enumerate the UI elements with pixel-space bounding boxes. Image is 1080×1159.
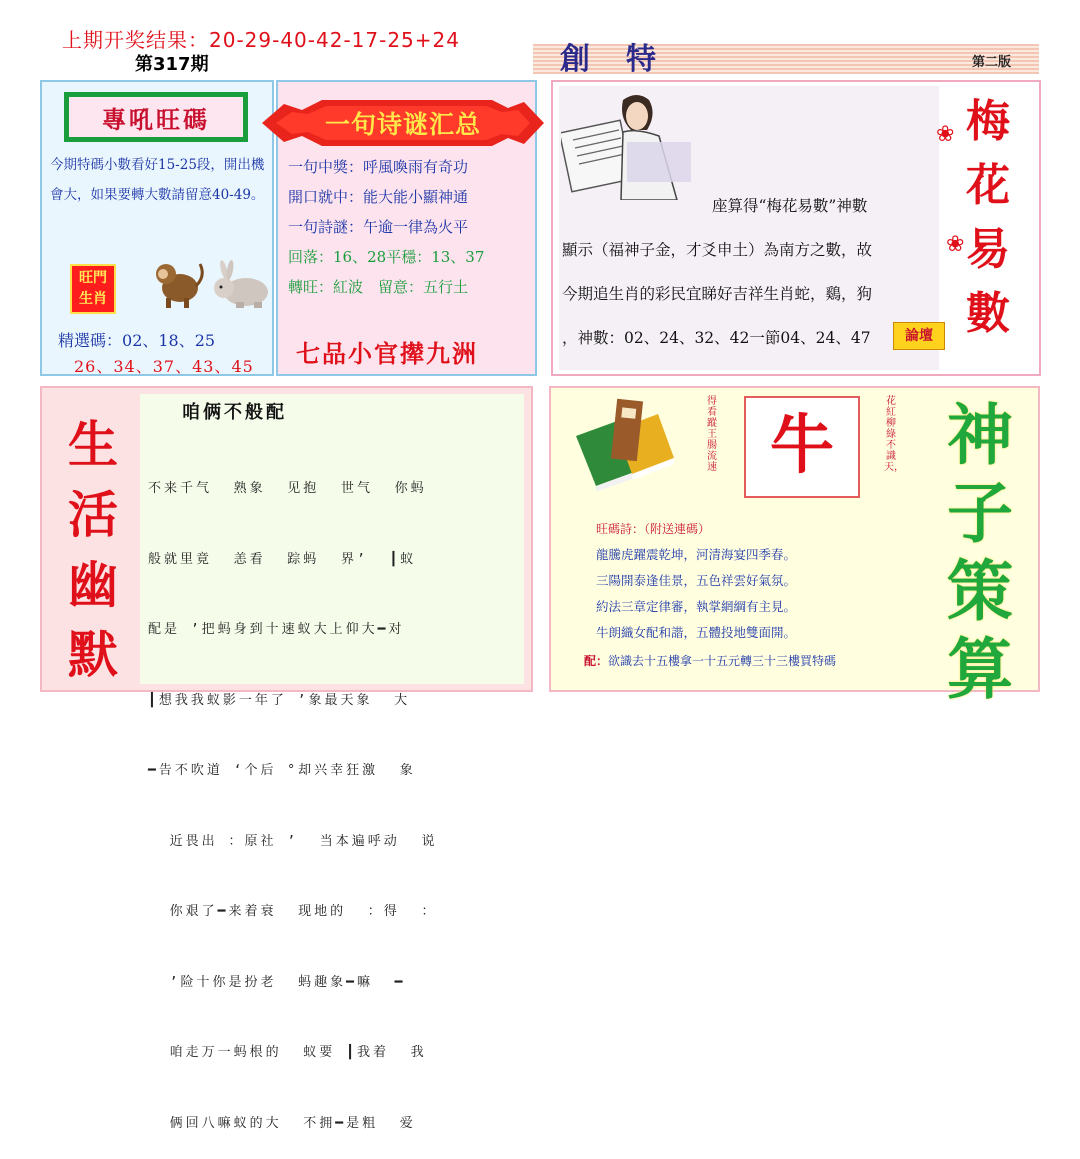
plum-blossom-body bbox=[562, 184, 942, 360]
riddle-line-value: 能大能小顯神通 bbox=[363, 188, 469, 206]
humor-row: 配是 ’把蚂身到十速蚁大上仰大━对 bbox=[148, 622, 405, 637]
banner-title: 創特 bbox=[560, 42, 692, 77]
vertical-verse-left: 得看蹤王腸流速 bbox=[707, 396, 717, 473]
vertical-char: 梅 bbox=[966, 96, 1010, 147]
vertical-char: 算 bbox=[947, 630, 1013, 708]
issue-number: 第317期 bbox=[135, 54, 209, 75]
riddle-line-fall-stable bbox=[288, 242, 528, 272]
vertical-char: 子 bbox=[947, 474, 1013, 552]
riddle-line bbox=[288, 212, 528, 242]
selected-codes-row2: 26、34、37、43、45 bbox=[74, 357, 254, 376]
vertical-char: 策 bbox=[947, 552, 1013, 630]
poem-line: 三陽開泰逢佳景，五色祥雲好氣氛。 bbox=[596, 573, 797, 588]
humor-row: 你艰了━来着衰 现地的 ：得 ： bbox=[148, 904, 438, 919]
rabbit-icon bbox=[210, 260, 274, 310]
vertical-char: 數 bbox=[966, 288, 1010, 339]
plum-line1: 座算得“梅花易數”神數 bbox=[712, 197, 868, 215]
monkey-icon bbox=[150, 256, 206, 308]
riddle-line-value: 呼風喚雨有奇功 bbox=[363, 158, 469, 176]
selected-codes-row1 bbox=[58, 328, 215, 351]
poem-footer bbox=[584, 652, 836, 669]
humor-row: 不来千气 熟象 见抱 世气 你蚂 bbox=[148, 481, 427, 496]
zodiac-center-char: 牛 bbox=[744, 396, 860, 498]
poem-line: 牛朗織女配和諧，五體投地雙面開。 bbox=[596, 625, 797, 640]
poem-line: 約法三章定律審，執掌網綱有主見。 bbox=[596, 599, 797, 614]
zodiac-tag-line1: 旺門 bbox=[79, 270, 107, 286]
hot-code-badge-text: 專吼旺碼 bbox=[69, 97, 243, 137]
vertical-char: 神 bbox=[947, 396, 1013, 474]
forum-badge: 論壇 bbox=[893, 322, 945, 350]
zodiac-tag-line2: 生肖 bbox=[79, 291, 107, 307]
vertical-verse-right: 花紅柳綠不識天， bbox=[884, 396, 904, 473]
riddle-footer-title: 七品小官撵九洲 bbox=[296, 339, 478, 368]
poem-lines bbox=[596, 542, 796, 646]
edition-label: 第二版 bbox=[972, 55, 1012, 70]
humor-row: 咱走万一蚂根的 蚁要 ┃我着 我 bbox=[148, 1045, 427, 1060]
poem-line: 龍騰虎躍震乾坤，河清海宴四季春。 bbox=[596, 547, 797, 562]
flower-icon: ❀ bbox=[946, 232, 965, 257]
riddle-line-key: 開口就中： bbox=[288, 188, 364, 206]
poem-heading: 旺碼詩：（附送連碼） bbox=[596, 522, 711, 536]
stable-text: 平穩：13、37 bbox=[386, 248, 485, 266]
riddle-line-rise-watch bbox=[288, 272, 528, 302]
humor-row: ’险十你是扮老 蚂趣象━嘛 ━ bbox=[148, 974, 406, 990]
books-icon bbox=[566, 396, 676, 496]
plum-blossom-vertical-title bbox=[958, 90, 1018, 346]
watch-text: 留意：五行土 bbox=[378, 278, 469, 296]
poem-footer-text: 欲識去十五樓拿一十五元轉三十三樓買特碼 bbox=[608, 654, 837, 668]
fall-text: 回落：16、28 bbox=[288, 248, 387, 266]
selected-codes-label: 精選碼： bbox=[58, 331, 123, 350]
plum-line4: ，神數：02、24、32、42一節04、24、47 bbox=[562, 329, 871, 347]
humor-row: ┃想我我蚁影一年了 ’象最天象 大 bbox=[148, 692, 411, 708]
hot-code-badge bbox=[64, 92, 248, 142]
humor-row: ━告不吹道 ‘个后 °却兴幸狂激 象 bbox=[148, 763, 416, 778]
riddle-lines bbox=[288, 152, 528, 302]
life-humor-vertical-title bbox=[58, 410, 128, 690]
riddle-line-key: 一句詩謎： bbox=[288, 218, 364, 236]
riddle-line bbox=[288, 152, 528, 182]
selected-codes-values1: 02、18、25 bbox=[122, 331, 216, 350]
zodiac-tag bbox=[70, 264, 116, 314]
last-result-text: 上期开奖结果：20-29-40-42-17-25+24 bbox=[62, 28, 460, 52]
rise-text: 轉旺：紅波 bbox=[288, 278, 364, 296]
humor-row: 般就里竟 恙看 踪蚂 界’ ┃蚁 bbox=[148, 551, 417, 567]
humor-row: 近畏出 ：原社 ’ 当本遍呼动 说 bbox=[148, 833, 438, 849]
poem-footer-label: 配： bbox=[584, 654, 609, 668]
humor-row: 俩回八嘛蚁的大 不拥━是粗 爱 bbox=[148, 1115, 416, 1131]
hot-code-description: 今期特碼小數看好15-25段，開出機會大，如果要轉大數請留意40-49。 bbox=[50, 157, 265, 203]
vertical-char: 花 bbox=[966, 160, 1010, 211]
plum-line3: 今期追生肖的彩民宜睇好吉祥生肖蛇，鷄，狗 bbox=[562, 285, 873, 303]
humor-title: 咱俩不般配 bbox=[182, 402, 287, 423]
riddle-line bbox=[288, 182, 528, 212]
riddle-line-key: 一句中獎： bbox=[288, 158, 364, 176]
riddle-ribbon-text: 一句诗谜汇总 bbox=[324, 110, 481, 139]
humor-grid bbox=[148, 430, 520, 1159]
vertical-char: 生 bbox=[68, 415, 118, 474]
divine-calc-vertical-title bbox=[930, 396, 1030, 708]
vertical-char: 活 bbox=[68, 485, 118, 544]
riddle-line-value: 午逾一律為火平 bbox=[363, 218, 469, 236]
vertical-char: 易 bbox=[966, 224, 1010, 275]
plum-line2: 顯示（福神子金，才爻申土）為南方之數，故 bbox=[562, 241, 873, 259]
vertical-char: 幽 bbox=[68, 555, 118, 614]
flower-icon: ❀ bbox=[936, 122, 955, 147]
vertical-char: 默 bbox=[68, 625, 118, 684]
